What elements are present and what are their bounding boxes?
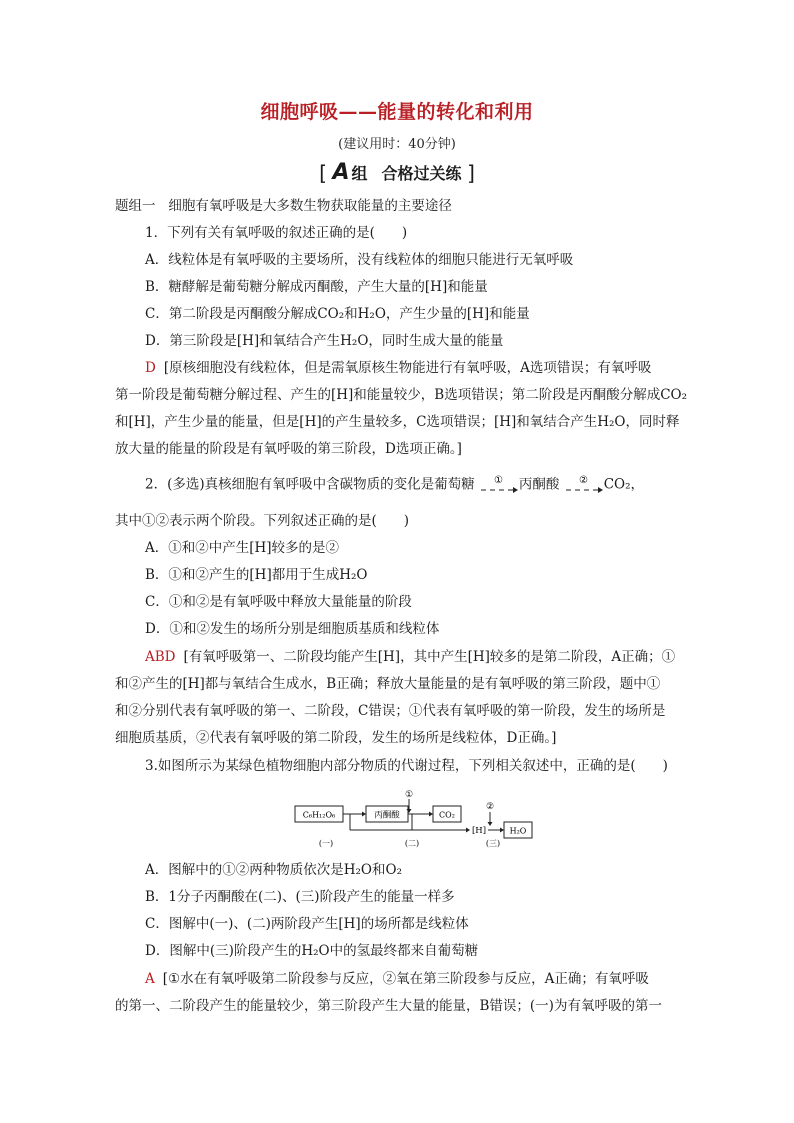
arrow-head-icon	[362, 812, 366, 817]
svg-text:①: ①	[493, 475, 503, 486]
stage-1-label: (一)	[318, 839, 334, 848]
q1-stem: 1．下列有关有氧呼吸的叙述正确的是( )	[145, 225, 408, 241]
arrow-down-icon	[407, 809, 412, 813]
q1-explanation-line-2: 第一阶段是葡萄糖分解过程、产生的[H]和能量较少，B选项错误；第二阶段是丙酮酸分解成CO₂	[115, 387, 688, 403]
q3-option-b: B．1分子丙酮酸在(二)、(三)阶段产生的能量一样多	[145, 889, 455, 905]
q1-explanation-line-1: D [原核细胞没有线粒体，但是需氧原核生物能进行有氧呼吸，A选项错误；有氧呼吸	[145, 360, 652, 376]
group-suffix: 组	[351, 164, 368, 183]
arrow-down-icon	[488, 822, 493, 826]
arrow-head-icon	[500, 828, 504, 833]
q3-explanation-line-1: A [①水在有氧呼吸第二阶段参与反应，②氧在第三阶段参与反应，A正确；有氧呼吸	[145, 971, 649, 987]
arrow-head-icon	[429, 812, 433, 817]
q2-option-a: A．①和②中产生[H]较多的是②	[145, 540, 340, 556]
q2-explanation-line-2: 和②产生的[H]都与氧结合生成水，B正确；释放大量能量的是有氧呼吸的第三阶段，题中①	[115, 676, 661, 692]
suggested-time: (建议用时：40分钟)	[338, 137, 456, 152]
q3-option-a: A．图解中的①②两种物质依次是H₂O和O₂	[145, 862, 402, 878]
q2-explanation-line-3: 和②分别代表有氧呼吸的第一、二阶段，C错误；①代表有氧呼吸的第一阶段，发生的场所是	[115, 703, 666, 719]
q2-explanation-line-1: ABD [有氧呼吸第一、二阶段均能产生[H]，其中产生[H]较多的是第二阶段，A正确；①	[145, 649, 676, 665]
mark-1: ①	[404, 790, 414, 800]
stage-3-label: (三)	[485, 839, 501, 848]
section-heading	[115, 196, 685, 216]
h-label: [H]	[471, 826, 487, 836]
stage-1-arrow-icon	[479, 474, 519, 496]
q1-option-c: C．第二阶段是丙酮酸分解成CO₂和H₂O，产生少量的[H]和能量	[145, 306, 530, 322]
group-letter: A	[332, 160, 350, 185]
section-label: 题组一	[115, 198, 156, 214]
section-text: 细胞有氧呼吸是大多数生物获取能量的主要途径	[168, 198, 452, 214]
q2-answer: ABD	[145, 649, 176, 665]
pyruvate-label: 丙酮酸	[374, 810, 400, 821]
q3-stem: 3.如图所示为某绿色植物细胞内部分物质的代谢过程，下列相关叙述中，正确的是( )	[145, 758, 668, 774]
group-bracket-left: [	[319, 161, 327, 185]
q1-option-d: D．第三阶段是[H]和氧结合产生H₂O，同时生成大量的能量	[145, 333, 504, 349]
group-header	[0, 160, 794, 185]
q1-explanation-line-4: 放大量的能量的阶段是有氧呼吸的第三阶段，D选项正确。]	[115, 441, 462, 457]
stage-2-arrow-icon	[564, 474, 604, 496]
mark-2: ②	[485, 802, 495, 812]
q1-option-a: A．线粒体是有氧呼吸的主要场所，没有线粒体的细胞只能进行无氧呼吸	[145, 252, 574, 268]
svg-text:②: ②	[578, 475, 588, 486]
arrow-head-icon	[466, 828, 470, 833]
q2-stem-line-1: 2．(多选)真核细胞有氧呼吸中含碳物质的变化是葡萄糖 ① 丙酮酸 ② CO₂，	[145, 474, 715, 496]
q1-explanation-line-3: 和[H]，产生少量的能量，但是[H]的产生量较多，C选项错误；[H]和氧结合产生H₂O，同时释	[115, 414, 680, 430]
q2-option-b: B．①和②产生的[H]都用于生成H₂O	[145, 567, 368, 583]
q2-stem-line-2: 其中①②表示两个阶段。下列叙述正确的是( )	[115, 513, 410, 529]
water-label: H₂O	[509, 826, 527, 836]
co2-label: CO₂	[439, 810, 455, 820]
q1-answer: D	[145, 360, 156, 376]
q2-explanation-line-4: 细胞质基质，②代表有氧呼吸的第二阶段，发生的场所是线粒体，D正确。]	[115, 730, 557, 746]
q2-option-c: C．①和②是有氧呼吸中释放大量能量的阶段	[145, 594, 412, 610]
q3-explanation-line-2: 的第一、二阶段产生的能量较少，第三阶段产生大量的能量，B错误；(一)为有氧呼吸的第一	[115, 998, 662, 1014]
q2-option-d: D．①和②发生的场所分别是细胞质基质和线粒体	[145, 621, 440, 637]
stage-2-label: (二)	[404, 839, 420, 848]
metabolism-diagram	[290, 788, 540, 848]
q3-option-c: C．图解中(一)、(二)两阶段产生[H]的场所都是线粒体	[145, 916, 469, 932]
q3-answer: A	[145, 971, 155, 987]
group-name: 合格过关练	[381, 164, 462, 183]
glucose-label: C₆H₁₂O₆	[302, 810, 336, 820]
page-title: 细胞呼吸——能量的转化和利用	[260, 101, 534, 123]
q1-option-b: B．糖酵解是葡萄糖分解成丙酮酸，产生大量的[H]和能量	[145, 279, 488, 295]
q3-option-d: D．图解中(三)阶段产生的H₂O中的氢最终都来自葡萄糖	[145, 943, 479, 959]
group-bracket-right: ]	[467, 161, 475, 185]
